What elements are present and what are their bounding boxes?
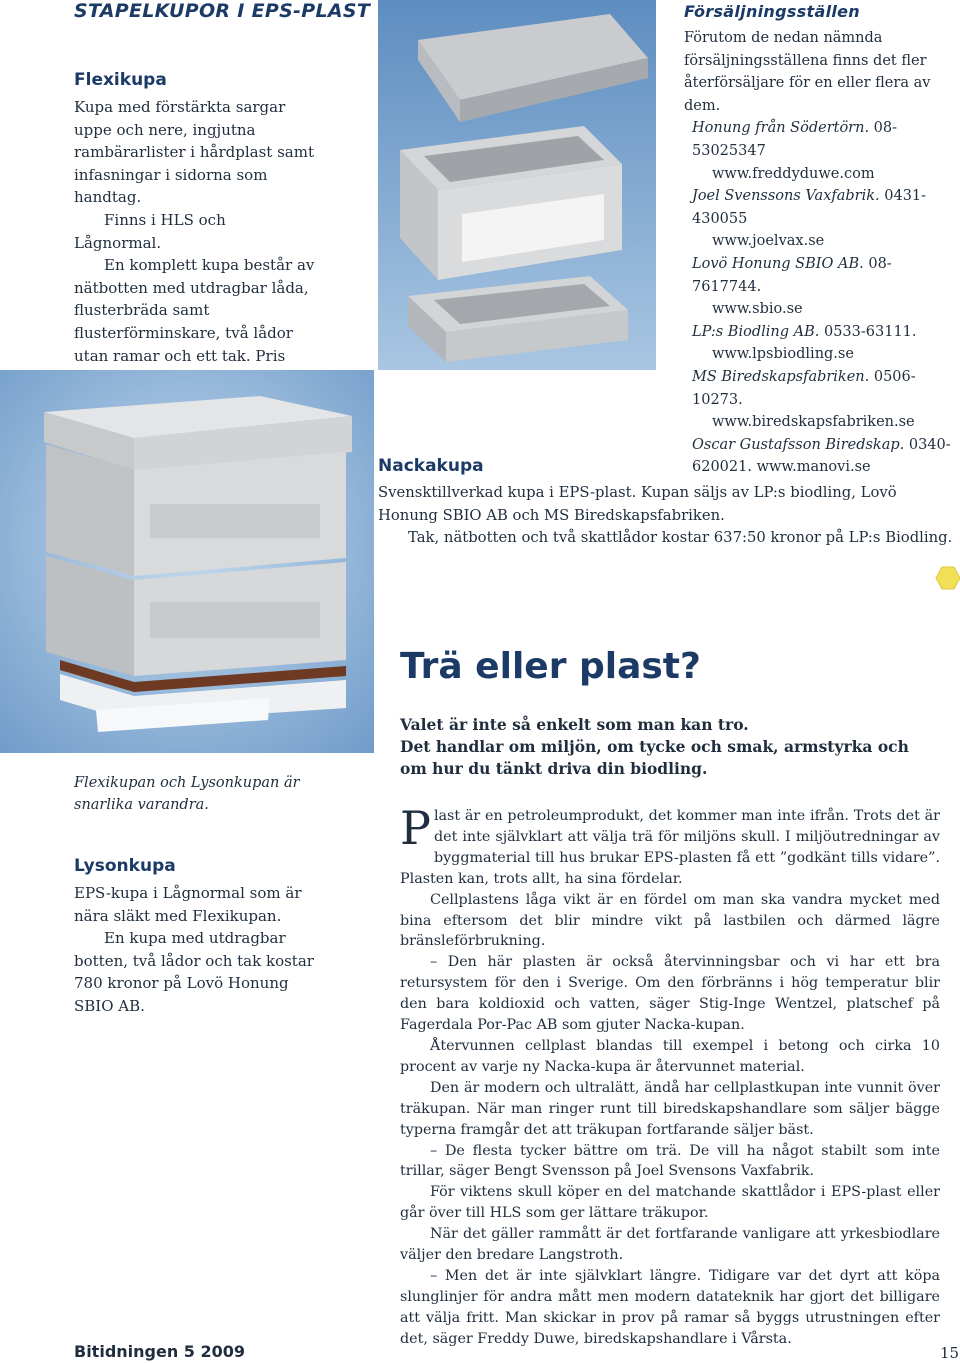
seller-name: Oscar Gustafsson Biredskap. [692,436,905,453]
sales-points-block [684,2,956,479]
lysonkupa-block [74,856,324,1018]
seller-phone: 0431-430055 [692,188,927,227]
article-paragraph: När det gäller rammått är det fortfarande vanligare att yrkesbiodlare väljer den bredare Langstroth. [400,1226,940,1264]
flexikupa-paragraph: En komplett kupa består av nätbotten med utdragbar låda, flusterbräda samt flusterförminskare, två lådor utan ramar och ett tak. Pris [74,256,315,365]
seller-url[interactable]: www.lpsbiodling.se [712,346,854,363]
sales-heading: Försäljningsställen [684,2,860,21]
nackakupa-paragraph: Svensktillverkad kupa i EPS-plast. Kupan säljs av LP:s biodling, Lovö Honung SBIO AB och MS Biredskapsfabriken. [378,484,897,524]
seller-url[interactable]: www.sbio.se [712,301,803,318]
seller-phone: 0506-10273. [692,368,916,408]
seller-phone: 0533-63111. [819,323,917,340]
article-ingress [400,714,940,780]
lysonkupa-heading: Lysonkupa [74,856,176,876]
seller-name: Honung från Södertörn. [692,120,870,137]
article-paragraph: Cellplastens låga vikt är en fördel om man ska vandra mycket med bina eftersom det blir mindre vikt på lastbilen och därmed lägre bränsleförbrukning. [400,891,940,950]
seller-entry [684,321,956,366]
page-number: 15 [940,1344,960,1362]
nackakupa-block [378,456,958,550]
article-paragraph: Den är modern och ultralätt, ändå har cellplastkupan inte vunnit över träkupan. När man ringer runt till biredskapshandlare som säljer bägge typerna framgår det att träkupan fortfarande säljer bäst. [400,1079,940,1138]
flexikupa-paragraph: Finns i HLS och Lågnormal. [74,210,226,252]
article-paragraph: – Men det är inte självklart längre. Tidigare var det dyrt att köpa slunglinjer för andra mått men modern datateknik har gjort det billigare att välja fritt. Man skickar in prov på ramar så byggs utrustningen efter det, säger Freddy Duwe, biredskapshandlare i Vårsta. [400,1267,940,1347]
seller-entry [684,117,956,185]
sales-intro: Förutom de nedan nämnda försäljningsställena finns det fler återförsäljare för en eller flera av dem. [684,30,931,114]
hive-parts-illustration [378,0,656,370]
seller-url[interactable]: www.joelvax.se [712,233,825,250]
seller-phone: 08-53025347 [692,120,898,159]
article-title: Trä eller plast? [400,646,701,687]
hive-parts-photo [378,0,656,370]
seller-name: Joel Svenssons Vaxfabrik. [692,188,880,205]
seller-name: LP:s Biodling AB. [692,323,820,340]
seller-phone: 08-7617744. [692,255,892,295]
seller-name: MS Biredskapsfabriken. [692,368,870,385]
photo-caption: Flexikupan och Lysonkupan är snarlika varandra. [74,775,300,813]
lysonkupa-paragraph: En kupa med utdragbar botten, två lådor och tak kostar 780 kronor på Lovö Honung SBIO AB. [74,929,314,1015]
publication-footer: Bitidningen 5 2009 [74,1342,246,1361]
seller-phone: 0340-620021. [692,436,951,476]
article-body [400,801,940,1350]
ingress-line: Valet är inte så enkelt som man kan tro. [400,715,749,734]
flexikupa-paragraph: Kupa med förstärkta sargar uppe och nere, ingjutna rambärarlister i hårdplast samt infasningar i sidorna som handtag. [74,98,314,207]
seller-url[interactable]: www.manovi.se [756,459,871,476]
lysonkupa-paragraph: EPS-kupa i Lågnormal som är nära släkt med Flexikupan. [74,884,302,925]
seller-entry [684,366,956,434]
article-paragraph: – De flesta tycker bättre om trä. De vill ha något stabilt som inte trillar, säger Bengt Svensson på Joel Svensons Vaxfabrik. [400,1142,940,1180]
seller-url[interactable]: www.freddyduwe.com [712,165,875,182]
article-paragraph-text: last är en petroleumprodukt, det kommer man inte ifrån. Trots det är det inte självklart att välja trä för miljöns skull. I miljöutredningar av byggmaterial till hus brukar EPS-plasten få ett ”godkänt tills vidare”. Plasten kan, trots allt, ha sina fördelar. [400,808,940,887]
article-paragraph: – Den här plasten är också återvinningsbar och vi har ett bra retursystem för den i Sverige. Om den förbränns i hög temperatur blir den bara koldioxid och vatten, säger Stig-Inge Wentzel, platschef på Fagerdala Por-Pac AB som gjuter Nacka-kupan. [400,954,940,1034]
flexikupa-heading: Flexikupa [74,70,167,90]
seller-name: Lovö Honung SBIO AB. [692,255,864,272]
flexikupa-block [74,70,316,412]
hexagon-icon [935,566,960,590]
seller-entry [684,253,956,321]
nackakupa-heading: Nackakupa [378,456,484,476]
section-title: STAPELKUPOR I EPS-PLAST [74,0,371,22]
nackakupa-paragraph: Tak, nätbotten och två skattlådor kostar 637:50 kronor på LP:s Biodling. [408,529,953,546]
seller-url[interactable]: www.biredskapsfabriken.se [712,414,915,431]
article-paragraph: För viktens skull köper en del matchande skattlådor i EPS-plast eller går över till HLS som ger lättare träkupor. [400,1184,940,1222]
assembled-hive-photo [0,370,374,753]
assembled-hive-illustration [0,370,374,753]
article-paragraph: Återvunnen cellplast blandas till exempel i betong och cirka 10 procent av varje ny Nacka-kupa är återvunnet material. [400,1037,940,1075]
seller-entry [684,185,956,253]
ingress-line: Det handlar om miljön, om tycke och smak, armstyrka och om hur du tänkt driva din biodling. [400,737,909,778]
article-paragraph [400,801,940,890]
drop-cap: P [400,801,431,855]
